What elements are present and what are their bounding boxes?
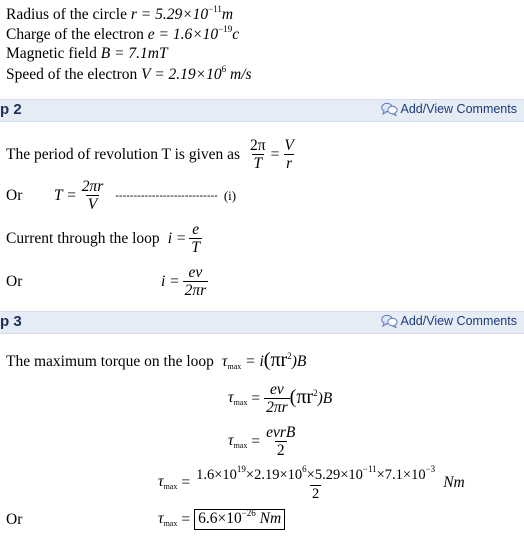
torque-eq-3-lhs [228, 432, 247, 452]
i-lhs: i = [167, 229, 187, 247]
tau-subscript: max [233, 397, 248, 407]
equals-sign: = [251, 389, 261, 407]
step-2-title: p 2 [0, 101, 22, 118]
T-line [6, 178, 236, 213]
num-part-b: ×2.19×10 [245, 467, 303, 483]
period-text: The period of revolution T is given as [6, 145, 241, 163]
num-exp-1: 19 [236, 464, 246, 474]
step-3-title: p 3 [0, 313, 22, 330]
or-label-2: Or [6, 272, 23, 290]
current-equation [168, 221, 202, 256]
torque-4-num [194, 463, 437, 485]
result-exponent: −26 [241, 508, 256, 518]
i2-num: ev [188, 264, 203, 281]
charge-label: Charge of the electron [6, 26, 144, 43]
radius-value: r = 5.29×10 [130, 6, 209, 23]
num-exp-2: 6 [302, 464, 307, 474]
i2-lhs: i = [161, 272, 180, 290]
torque-1-rhs-c: )B [291, 353, 307, 370]
tau-subscript: max [227, 362, 242, 371]
torque-line-4 [158, 463, 465, 503]
given-charge [6, 26, 239, 45]
dash-leader: ---------------------------- [115, 189, 218, 202]
period-num-right: V [284, 137, 294, 154]
step-2-comments-label: Add/View Comments [400, 102, 517, 116]
torque-1-rhs-b: (πr [263, 349, 288, 371]
torque-eq-4-lhs [158, 473, 177, 493]
step-2-header [0, 99, 524, 122]
tau-symbol: τ [158, 509, 164, 527]
radius-expression [131, 6, 233, 23]
torque-2-num: ev [269, 381, 284, 398]
i-fraction [189, 221, 202, 256]
torque-2-tail-a: (πr [289, 386, 314, 408]
torque-eq-1 [222, 351, 306, 373]
num-part-d: ×7.1×10 [376, 467, 426, 483]
charge-expression [148, 26, 239, 43]
speed-value: V = 2.19×10 [141, 66, 222, 83]
result-lhs [158, 510, 177, 530]
T-lhs: T = [54, 186, 77, 204]
num-exp-4: −3 [425, 464, 436, 474]
given-speed [6, 66, 252, 85]
torque-2-den: 2πr [266, 399, 288, 416]
step-2-comments-link[interactable] [381, 102, 518, 116]
field-value: B = 7.1mT [100, 45, 168, 62]
field-label: Magnetic field [6, 45, 97, 62]
tau-subscript: max [163, 482, 178, 491]
torque-2-tail-b: )B [317, 390, 333, 407]
period-den-right: r [286, 155, 293, 172]
result-line [6, 509, 285, 530]
tau-subscript: max [233, 440, 248, 450]
num-part-c: ×5.29×10 [306, 467, 363, 483]
given-radius [6, 6, 233, 25]
comment-bubbles-icon [381, 102, 398, 116]
tau-symbol: τ [158, 473, 164, 490]
tau-symbol: τ [221, 353, 228, 370]
radius-label: Radius of the circle [6, 6, 127, 23]
period-fraction-right [282, 137, 295, 172]
result-value: 6.6×10 [198, 510, 242, 527]
period-equals: = [270, 145, 280, 163]
speed-unit: m/s [230, 66, 252, 83]
period-line [6, 137, 296, 172]
torque-line-3 [228, 424, 297, 459]
tau-symbol: τ [228, 388, 234, 406]
torque-eq-2-lhs [228, 389, 247, 409]
period-den-left: T [253, 155, 263, 172]
equation-ref-i: (i) [223, 187, 237, 203]
equals-sign: = [181, 474, 191, 491]
torque-4-fraction [194, 463, 437, 503]
num-exp-3: −11 [362, 464, 377, 474]
torque-3-fraction [264, 424, 297, 459]
torque-line-2 [228, 381, 332, 416]
period-num-left: 2π [250, 137, 266, 154]
charge-unit: c [232, 26, 240, 43]
result-unit: Nm [259, 510, 282, 527]
torque-text: The maximum torque on the loop [6, 353, 214, 370]
speed-expression [141, 66, 251, 83]
radius-unit: m [221, 6, 234, 23]
i-den: T [191, 239, 200, 256]
radius-exponent: −11 [208, 4, 222, 14]
T-den: V [87, 196, 98, 213]
i2-line [6, 264, 208, 299]
tau-symbol: τ [228, 431, 234, 449]
comment-bubbles-icon [381, 314, 398, 328]
i2-fraction [183, 264, 209, 299]
torque-1-rhs-a: = i [245, 353, 264, 370]
torque-2-tail [290, 388, 333, 409]
speed-exponent: 6 [221, 64, 227, 74]
current-text: Current through the loop [6, 229, 160, 247]
charge-exponent: −19 [218, 24, 233, 34]
equals-sign: = [251, 432, 261, 450]
charge-value: e = 1.6×10 [147, 26, 219, 43]
torque-4-den: 2 [312, 486, 320, 502]
result-box [194, 509, 285, 530]
torque-1-square: 2 [287, 351, 292, 361]
num-part-a: 1.6×10 [196, 467, 237, 483]
torque-2-square: 2 [313, 388, 318, 398]
step-3-header [0, 311, 524, 334]
given-field [6, 45, 168, 63]
i2-den: 2πr [184, 282, 207, 299]
or-label-1: Or [6, 186, 23, 204]
torque-2-fraction [264, 381, 290, 416]
period-fraction-left [248, 137, 268, 172]
current-line [6, 221, 202, 256]
step-3-comments-link[interactable] [381, 314, 518, 328]
torque-3-den: 2 [276, 442, 285, 459]
T-fraction [80, 178, 106, 213]
torque-3-num: evrB [266, 424, 296, 441]
T-equation [54, 178, 105, 213]
or-label-3: Or [6, 510, 23, 528]
equals-sign: = [181, 510, 191, 528]
i-num: e [192, 221, 200, 238]
i2-equation [161, 264, 208, 299]
tau-subscript: max [163, 518, 178, 528]
step-3-comments-label: Add/View Comments [400, 314, 517, 328]
torque-4-unit: Nm [443, 474, 465, 491]
speed-label: Speed of the electron [6, 66, 138, 83]
period-equation [248, 137, 296, 172]
torque-line-1 [6, 351, 306, 373]
T-num: 2πr [81, 178, 104, 195]
